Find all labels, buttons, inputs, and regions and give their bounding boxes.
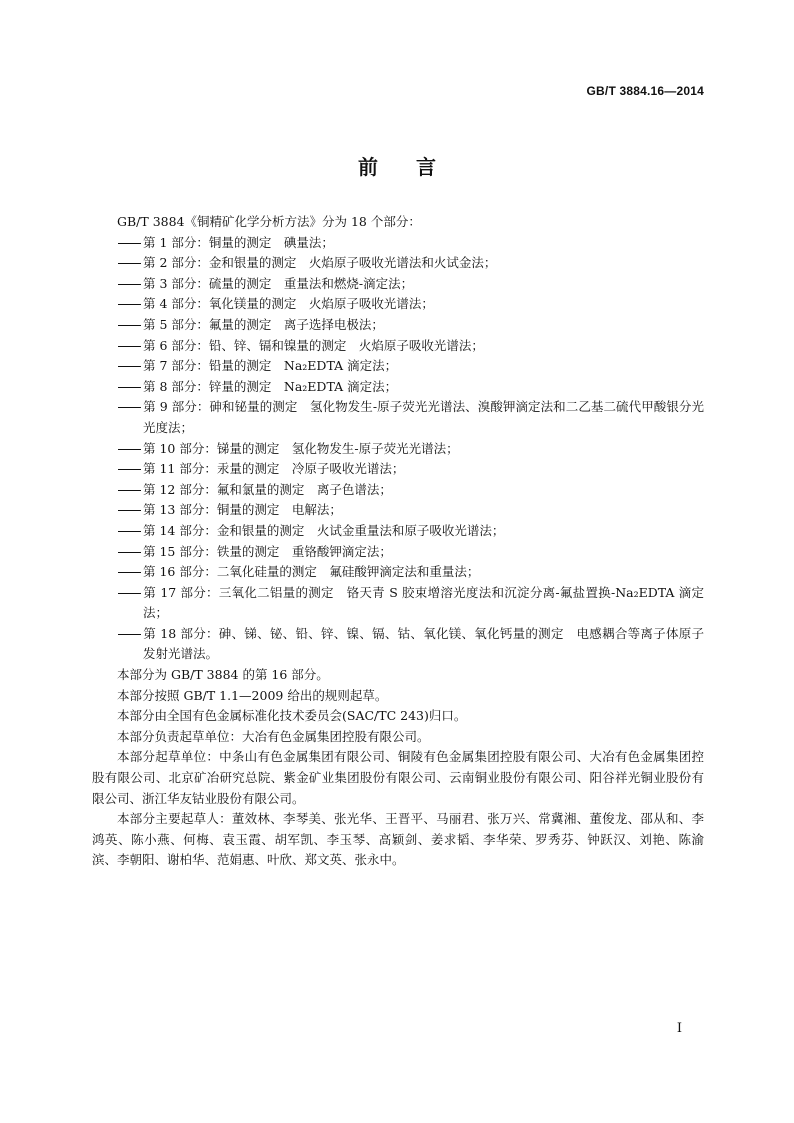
em-dash-mark — [118, 366, 143, 367]
intro-paragraph: GB/T 3884《铜精矿化学分析方法》分为 18 个部分： — [117, 214, 421, 229]
em-dash-mark — [118, 531, 143, 532]
parts-list — [92, 233, 704, 665]
list-item: 第 7 部分：铅量的测定 Na₂EDTA 滴定法； — [92, 356, 704, 377]
em-dash-mark — [118, 407, 143, 408]
em-dash-mark — [118, 304, 143, 305]
list-item: 第 5 部分：氟量的测定 离子选择电极法； — [92, 315, 704, 336]
em-dash-mark — [118, 490, 143, 491]
em-dash-mark — [118, 593, 143, 594]
drafting-units-paragraph: 本部分起草单位：中条山有色金属集团有限公司、铜陵有色金属集团控股有限公司、大冶有色金属集团控股有限公司、北京矿冶研究总院、紫金矿业集团股份有限公司、云南铜业股份有限公司、阳谷祥光铜业股份有限公司、浙江华友钴业股份有限公司。 — [92, 749, 704, 806]
list-item: 第 16 部分：二氧化硅量的测定 氟硅酸钾滴定法和重量法； — [92, 562, 704, 583]
list-item: 第 13 部分：铜量的测定 电解法； — [92, 500, 704, 521]
em-dash-mark — [118, 243, 143, 244]
em-dash-mark — [118, 284, 143, 285]
list-item: 第 18 部分：砷、锑、铋、铅、锌、镍、镉、钴、氧化镁、氧化钙量的测定 电感耦合等离子体原子发射光谱法。 — [92, 624, 704, 665]
list-item: 第 2 部分：金和银量的测定 火焰原子吸收光谱法和火试金法； — [92, 253, 704, 274]
page-number: I — [676, 1021, 682, 1036]
list-item: 第 6 部分：铅、锌、镉和镍量的测定 火焰原子吸收光谱法； — [92, 336, 704, 357]
standard-number: GB/T 3884.16—2014 — [586, 84, 704, 98]
body-paragraph: 本部分为 GB/T 3884 的第 16 部分。 — [117, 667, 329, 683]
list-item: 第 15 部分：铁量的测定 重铬酸钾滴定法； — [92, 542, 704, 563]
document-body — [92, 212, 704, 871]
em-dash-mark — [118, 325, 143, 326]
em-dash-mark — [118, 552, 143, 553]
em-dash-mark — [118, 263, 143, 264]
list-item: 第 4 部分：氧化镁量的测定 火焰原子吸收光谱法； — [92, 294, 704, 315]
list-item: 第 10 部分：锑量的测定 氢化物发生-原子荧光光谱法； — [92, 439, 704, 460]
drafters-paragraph: 本部分主要起草人：董效林、李琴美、张光华、王晋平、马丽君、张万兴、常冀湘、董俊龙、邵从和、李鸿英、陈小燕、何梅、袁玉霞、胡军凯、李玉琴、高颖剑、姜求韬、李华荣、罗秀芬、钟跃汉、刘艳、陈渝滨、李朝阳、谢柏华、范娟惠、叶欣、郑文英、张永中。 — [92, 811, 704, 868]
list-item: 第 12 部分：氟和氯量的测定 离子色谱法； — [92, 480, 704, 501]
list-item: 第 11 部分：汞量的测定 冷原子吸收光谱法； — [92, 459, 704, 480]
em-dash-mark — [118, 572, 143, 573]
list-item: 第 8 部分：锌量的测定 Na₂EDTA 滴定法； — [92, 377, 704, 398]
list-item: 第 3 部分：硫量的测定 重量法和燃烧-滴定法； — [92, 274, 704, 295]
list-item: 第 14 部分：金和银量的测定 火试金重量法和原子吸收光谱法； — [92, 521, 704, 542]
list-item: 第 1 部分：铜量的测定 碘量法； — [92, 233, 704, 254]
body-paragraph: 本部分按照 GB/T 1.1—2009 给出的规则起草。 — [117, 687, 388, 703]
em-dash-mark — [118, 387, 143, 388]
em-dash-mark — [118, 469, 143, 470]
list-item: 第 17 部分：三氧化二铝量的测定 铬天青 S 胶束增溶光度法和沉淀分离-氟盐置换-Na₂EDTA 滴定法； — [92, 583, 704, 624]
body-paragraph: 本部分由全国有色金属标准化技术委员会(SAC/TC 243)归口。 — [117, 708, 467, 724]
body-paragraph: 本部分负责起草单位：大冶有色金属集团控股有限公司。 — [117, 728, 430, 744]
em-dash-mark — [118, 449, 143, 450]
page-title: 前言 — [358, 155, 474, 179]
list-item: 第 9 部分：砷和铋量的测定 氢化物发生-原子荧光光谱法、溴酸钾滴定法和二乙基二硫代甲酸银分光光度法； — [92, 397, 704, 438]
em-dash-mark — [118, 510, 143, 511]
em-dash-mark — [118, 346, 143, 347]
em-dash-mark — [118, 634, 143, 635]
